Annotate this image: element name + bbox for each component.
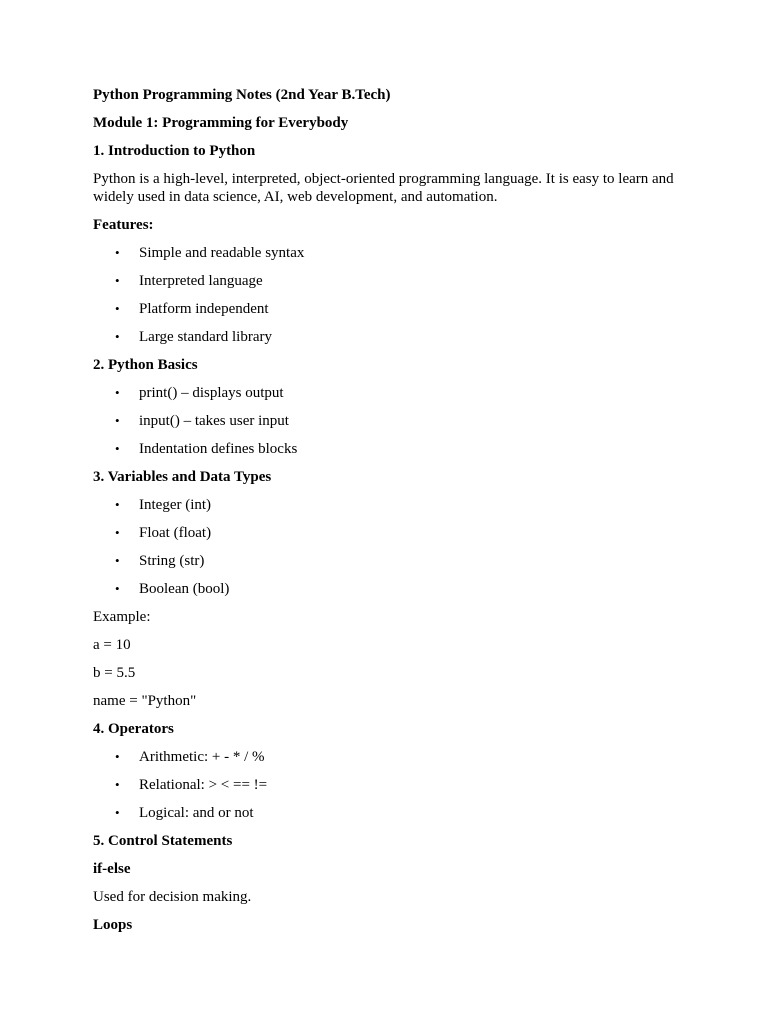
list-item-text: Platform independent — [139, 301, 269, 317]
list-item — [93, 440, 683, 458]
example-line: name = "Python" — [93, 693, 197, 709]
section-heading-introduction: 1. Introduction to Python — [93, 143, 256, 159]
ifelse-text: Used for decision making. — [93, 889, 252, 905]
list-item — [93, 412, 683, 430]
list-item-text: Simple and readable syntax — [139, 245, 305, 261]
list-item-text: Arithmetic: + - * / % — [139, 749, 265, 765]
list-item — [93, 244, 683, 262]
features-list — [93, 244, 683, 346]
bullet-icon: • — [115, 553, 120, 568]
list-item-text: Relational: > < == != — [139, 777, 268, 793]
section-heading-operators: 4. Operators — [93, 721, 174, 737]
bullet-icon: • — [115, 441, 120, 456]
list-item — [93, 272, 683, 290]
list-item — [93, 300, 683, 318]
introduction-paragraph: Python is a high-level, interpreted, object-oriented programming language. It is easy to learn and widely used in data science, AI, web development, and automation. — [93, 171, 674, 205]
list-item — [93, 804, 683, 822]
bullet-icon: • — [115, 385, 120, 400]
document-page — [93, 86, 683, 944]
bullet-icon: • — [115, 329, 120, 344]
ifelse-subheading: if-else — [93, 861, 131, 877]
list-item-text: Float (float) — [139, 525, 212, 541]
list-item-text: Large standard library — [139, 329, 273, 345]
list-item — [93, 552, 683, 570]
section-heading-basics: 2. Python Basics — [93, 357, 198, 373]
operators-list — [93, 748, 683, 822]
bullet-icon: • — [115, 497, 120, 512]
section-heading-variables: 3. Variables and Data Types — [93, 469, 272, 485]
bullet-icon: • — [115, 777, 120, 792]
list-item-text: Interpreted language — [139, 273, 263, 289]
bullet-icon: • — [115, 245, 120, 260]
list-item-text: Boolean (bool) — [139, 581, 230, 597]
example-line: b = 5.5 — [93, 665, 136, 681]
bullet-icon: • — [115, 581, 120, 596]
list-item — [93, 384, 683, 402]
bullet-icon: • — [115, 301, 120, 316]
bullet-icon: • — [115, 805, 120, 820]
bullet-icon: • — [115, 413, 120, 428]
list-item — [93, 524, 683, 542]
bullet-icon: • — [115, 525, 120, 540]
example-line: a = 10 — [93, 637, 131, 653]
list-item — [93, 580, 683, 598]
basics-list — [93, 384, 683, 458]
list-item — [93, 748, 683, 766]
data-types-list — [93, 496, 683, 598]
bullet-icon: • — [115, 749, 120, 764]
example-label: Example: — [93, 609, 151, 625]
loops-subheading: Loops — [93, 917, 133, 933]
list-item — [93, 328, 683, 346]
list-item-text: Integer (int) — [139, 497, 212, 513]
list-item — [93, 496, 683, 514]
list-item-text: String (str) — [139, 553, 205, 569]
module-heading: Module 1: Programming for Everybody — [93, 115, 349, 131]
list-item-text: Indentation defines blocks — [139, 441, 298, 457]
features-label: Features: — [93, 217, 154, 233]
list-item-text: input() – takes user input — [139, 413, 289, 429]
list-item — [93, 776, 683, 794]
list-item-text: Logical: and or not — [139, 805, 254, 821]
bullet-icon: • — [115, 273, 120, 288]
document-title: Python Programming Notes (2nd Year B.Tech) — [93, 87, 391, 103]
section-heading-control: 5. Control Statements — [93, 833, 233, 849]
list-item-text: print() – displays output — [139, 385, 284, 401]
